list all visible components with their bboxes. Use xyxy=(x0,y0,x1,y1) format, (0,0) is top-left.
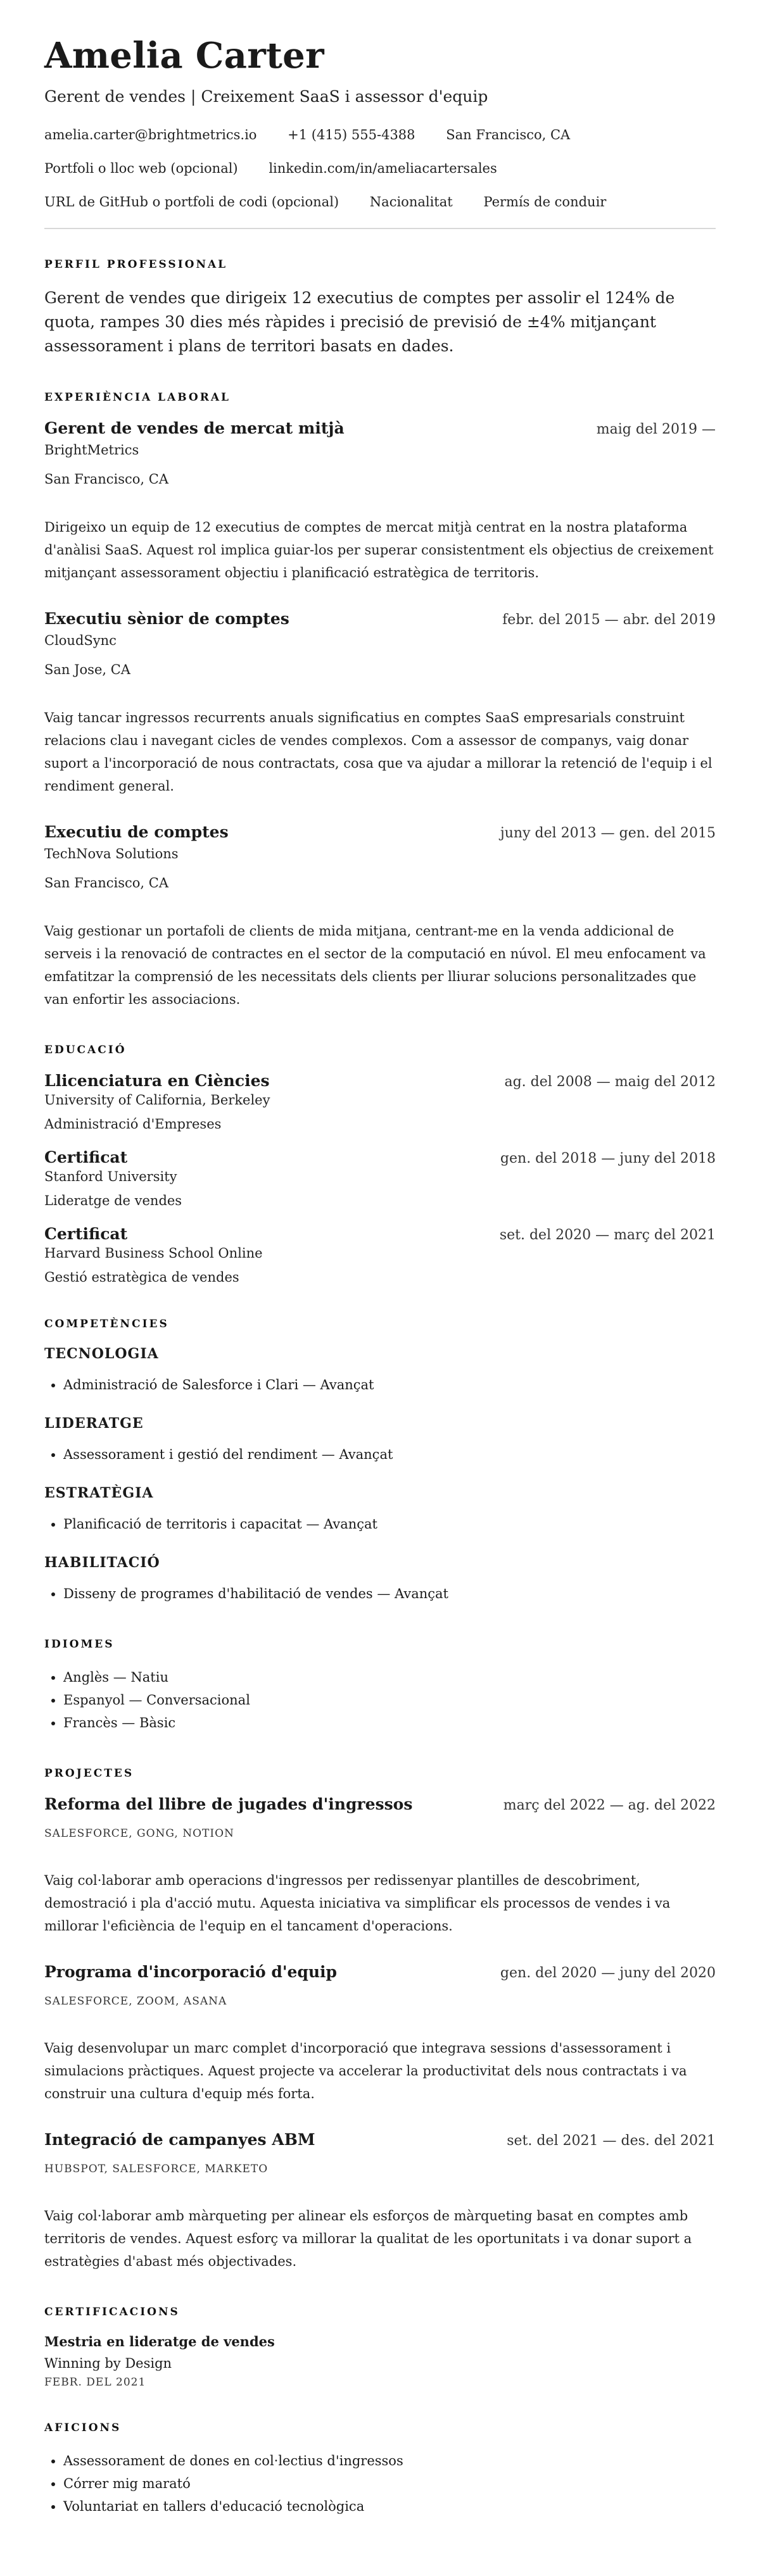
interests-section xyxy=(44,2422,716,2518)
certification-date: FEBR. DEL 2021 xyxy=(44,2375,146,2389)
interests-heading: AFICIONS xyxy=(44,2421,122,2434)
education-entry xyxy=(44,1072,716,1132)
project-description: Vaig col·laborar amb màrqueting per alinear els esforços de màrqueting basat en comptes amb territoris de vendes. Aquest esforç va millorar la qualitat de les oportunitats i va donar suport a estratègies d'abast més objectivades. xyxy=(44,2208,692,2269)
job-location: San Francisco, CA xyxy=(44,875,169,891)
certifications-section xyxy=(44,2306,716,2389)
resume-page xyxy=(44,0,716,2576)
school-name: University of California, Berkeley xyxy=(44,1092,270,1108)
skills-section xyxy=(44,1318,716,1605)
project-name: Programa d'incorporació d'equip xyxy=(44,1962,338,1981)
skill-category: TECNOLOGIA xyxy=(44,1345,159,1362)
language-item: • Anglès — Natiu xyxy=(63,1666,716,1689)
contact-portfolio[interactable]: Portfoli o lloc web (opcional) xyxy=(44,160,238,176)
skill-item: • Assessorament i gestió del rendiment — Avançat xyxy=(63,1443,716,1466)
contact-row-1 xyxy=(44,127,716,142)
languages-section xyxy=(44,1638,716,1734)
summary-heading: PERFIL PROFESSIONAL xyxy=(44,258,228,271)
degree-title: Llicenciatura en Ciències xyxy=(44,1071,270,1090)
job-company: TechNova Solutions xyxy=(44,846,179,861)
projects-heading: PROJECTES xyxy=(44,1766,134,1780)
skill-category: HABILITACIÓ xyxy=(44,1554,160,1571)
skill-item: • Planificació de territoris i capacitat — Avançat xyxy=(63,1513,716,1535)
interests-list xyxy=(44,2449,716,2518)
degree-dates: gen. del 2018 — juny del 2018 xyxy=(500,1150,716,1166)
contact-email[interactable]: amelia.carter@brightmetrics.io xyxy=(44,127,257,142)
job-dates: febr. del 2015 — abr. del 2019 xyxy=(502,611,716,628)
candidate-name: Amelia Carter xyxy=(44,35,324,77)
project-tags: HUBSPOT, SALESFORCE, MARKETO xyxy=(44,2162,269,2175)
skill-category: ESTRATÈGIA xyxy=(44,1484,154,1501)
project-entry xyxy=(44,1795,716,1937)
job-title: Executiu sènior de comptes xyxy=(44,609,289,628)
project-description: Vaig col·laborar amb operacions d'ingressos per redissenyar plantilles de descobriment, demostració i pla d'acció mutu. Aquesta iniciativa va simplificar els processos de vendes i va millorar l'eficiència de l'equip en el tancament d'operacions. xyxy=(44,1872,671,1934)
degree-field: Lideratge de vendes xyxy=(44,1192,182,1208)
summary-text: Gerent de vendes que dirigeix 12 executius de comptes per assolir el 124% de quota, rampes 30 dies més ràpides i precisió de previsió de ±4% mitjançant assessorament i plans de territori basats en dades. xyxy=(44,288,675,355)
language-item: • Espanyol — Conversacional xyxy=(63,1689,716,1711)
certification-name: Mestria en lideratge de vendes xyxy=(44,2333,275,2349)
education-heading: EDUCACIÓ xyxy=(44,1043,127,1056)
header-divider xyxy=(44,228,716,229)
contact-driving-license: Permís de conduir xyxy=(483,194,607,209)
skill-item: • Disseny de programes d'habilitació de vendes — Avançat xyxy=(63,1582,716,1605)
degree-field: Gestió estratègica de vendes xyxy=(44,1269,239,1285)
skill-list xyxy=(44,1513,716,1535)
job-location: San Francisco, CA xyxy=(44,471,169,487)
languages-heading: IDIOMES xyxy=(44,1637,115,1651)
degree-title: Certificat xyxy=(44,1147,128,1166)
job-company: BrightMetrics xyxy=(44,442,139,458)
school-name: Harvard Business School Online xyxy=(44,1245,263,1261)
project-dates: març del 2022 — ag. del 2022 xyxy=(503,1797,716,1813)
contact-linkedin[interactable]: linkedin.com/in/ameliacartersales xyxy=(269,160,497,176)
job-description: Vaig tancar ingressos recurrents anuals significatius en comptes SaaS empresarials construint relacions clau i navegant cicles de vendes complexos. Com a assessor de companys, vaig donar suport a l'incorporació de nous contractats, cosa que va ajudar a millorar la retenció de l'equip i el rendiment general. xyxy=(44,710,712,794)
contact-row-2 xyxy=(44,161,716,176)
skill-category: LIDERATGE xyxy=(44,1415,144,1432)
job-description: Vaig gestionar un portafoli de clients de mida mitjana, centrant-me en la venda addicional de serveis i la renovació de contractes en el sector de la computació en núvol. El meu enfocament va emfatitzar la comprensió de les necessitats dels clients per lliurar solucions personalitzades que van enfortir les associacions. xyxy=(44,923,706,1007)
project-entry xyxy=(44,2130,716,2273)
languages-list xyxy=(44,1666,716,1734)
skill-list xyxy=(44,1582,716,1605)
project-dates: set. del 2021 — des. del 2021 xyxy=(507,2132,716,2149)
education-entry xyxy=(44,1225,716,1285)
skills-heading: COMPETÈNCIES xyxy=(44,1317,169,1330)
certifications-heading: CERTIFICACIONS xyxy=(44,2305,180,2318)
job-title: Executiu de comptes xyxy=(44,822,229,841)
project-tags: SALESFORCE, GONG, NOTION xyxy=(44,1827,234,1840)
experience-entry xyxy=(44,610,716,797)
project-tags: SALESFORCE, ZOOM, ASANA xyxy=(44,1994,227,2008)
summary-section xyxy=(44,258,716,358)
job-title: Gerent de vendes de mercat mitjà xyxy=(44,418,345,437)
experience-entry xyxy=(44,823,716,1011)
degree-field: Administració d'Empreses xyxy=(44,1116,222,1132)
experience-section xyxy=(44,391,716,1011)
project-name: Integració de campanyes ABM xyxy=(44,2130,315,2149)
skill-list xyxy=(44,1443,716,1466)
contact-phone[interactable]: +1 (415) 555-4388 xyxy=(288,127,415,142)
school-name: Stanford University xyxy=(44,1168,177,1184)
project-name: Reforma del llibre de jugades d'ingressos xyxy=(44,1794,413,1813)
language-item: • Francès — Bàsic xyxy=(63,1711,716,1734)
job-location: San Jose, CA xyxy=(44,661,130,677)
certification-issuer: Winning by Design xyxy=(44,2355,172,2371)
contact-nationality: Nacionalitat xyxy=(369,194,453,209)
interest-item: • Assessorament de dones en col·lectius d'ingressos xyxy=(63,2449,716,2472)
job-dates: maig del 2019 — xyxy=(596,421,716,437)
project-dates: gen. del 2020 — juny del 2020 xyxy=(500,1965,716,1981)
project-entry xyxy=(44,1963,716,2105)
degree-dates: set. del 2020 — març del 2021 xyxy=(499,1227,716,1243)
job-dates: juny del 2013 — gen. del 2015 xyxy=(500,825,716,841)
experience-entry xyxy=(44,419,716,584)
projects-section xyxy=(44,1767,716,2273)
job-description: Dirigeixo un equip de 12 executius de comptes de mercat mitjà centrat en la nostra plataforma d'anàlisi SaaS. Aquest rol implica guiar-los per superar consistentment els objectius de creixement mitjançant assessorament objectiu i planificació estratègica de territoris. xyxy=(44,519,714,580)
interest-item: • Córrer mig marató xyxy=(63,2472,716,2495)
project-description: Vaig desenvolupar un marc complet d'incorporació que integrava sessions d'assessorament i simulacions pràctiques. Aquest projecte va accelerar la productivitat dels nous contractats i va construir una cultura d'equip més forta. xyxy=(44,2040,687,2101)
degree-dates: ag. del 2008 — maig del 2012 xyxy=(504,1073,716,1090)
education-section xyxy=(44,1044,716,1285)
contact-location: San Francisco, CA xyxy=(446,127,571,142)
education-entry xyxy=(44,1148,716,1208)
headline: Gerent de vendes | Creixement SaaS i assessor d'equip xyxy=(44,87,488,106)
skill-list xyxy=(44,1373,716,1396)
job-company: CloudSync xyxy=(44,632,117,648)
experience-heading: EXPERIÈNCIA LABORAL xyxy=(44,391,231,404)
contact-row-3 xyxy=(44,194,716,209)
interest-item: • Voluntariat en tallers d'educació tecnològica xyxy=(63,2495,716,2518)
contact-github[interactable]: URL de GitHub o portfoli de codi (opcional) xyxy=(44,194,339,209)
skill-item: • Administració de Salesforce i Clari — Avançat xyxy=(63,1373,716,1396)
degree-title: Certificat xyxy=(44,1224,128,1243)
